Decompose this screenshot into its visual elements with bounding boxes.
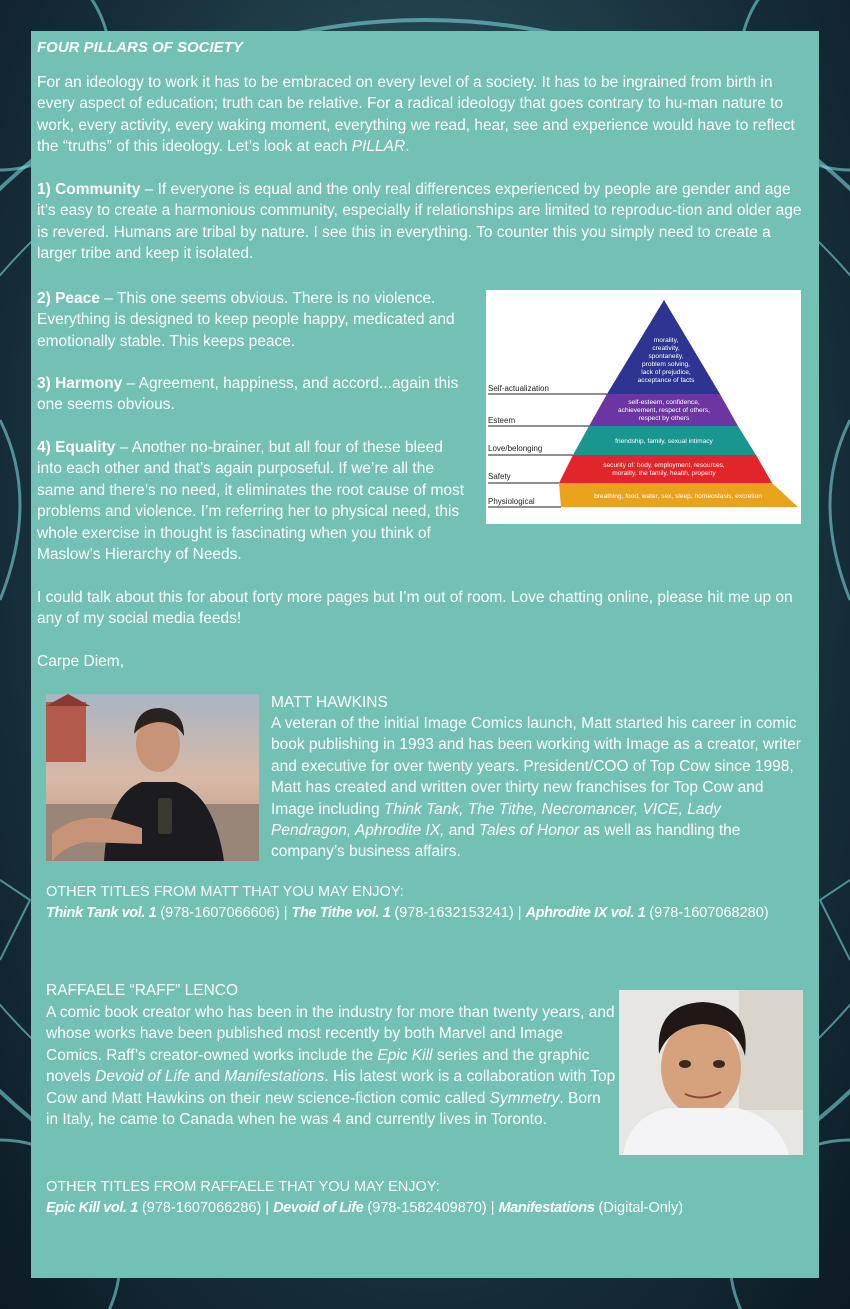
pyramid-label-safety: Safety (488, 472, 511, 481)
pyramid-text-sa-6: acceptance of facts (637, 377, 695, 384)
pyramid-text-sa-3: spontaneity, (648, 353, 684, 360)
matt-title-2: The Tithe vol. 1 (291, 905, 391, 921)
pillar-community: 1) Community – If everyone is equal and the only real differences experienced by people are gender and age it’s easy to create a harmonious community, especially if relationships are limited to reproduc-tion and older age is revered. Humans are tribal by nature. I see this in everything. To counter this you simply need to create a larger tribe and keep it isolated. (37, 181, 802, 263)
raff-name: RAFFAELE “RAFF” LENCO (46, 982, 239, 999)
pyramid-text-lb-1: friendship, family, sexual intimacy (615, 438, 713, 445)
pyramid-text-es-2: achievement, respect of others, (618, 407, 710, 414)
matt-name: MATT HAWKINS (271, 694, 388, 711)
pyramid-text-es-3: respect by others (638, 415, 690, 422)
closing-paragraph: I could talk about this for about forty more pages but I’m out of room. Love chatting online, please hit me up on any of my social media feeds! (37, 589, 793, 628)
pyramid-text-ph-1: breathing, food, water, sex, sleep, homeostasis, excretion (594, 493, 762, 500)
raff-title-1: Epic Kill vol. 1 (46, 1200, 138, 1216)
article-panel (31, 31, 819, 1278)
pyramid-label-self-actualization: Self-actualization (488, 384, 549, 393)
pillar-peace: 2) Peace – This one seems obvious. There is no violence. Everything is designed to keep people happy, medicated and emotionally stable. This keeps peace. (37, 290, 455, 350)
matt-title-3: Aphrodite IX vol. 1 (525, 905, 646, 921)
signoff: Carpe Diem, (37, 653, 124, 670)
raffaele-lenco-photo (619, 990, 803, 1155)
pyramid-text-es-1: self-esteem, confidence, (628, 399, 700, 406)
raff-title-3: Manifestations (498, 1200, 595, 1216)
pyramid-text-sa-2: creativity, (652, 345, 680, 352)
pyramid-text-sa-1: morality, (653, 337, 679, 344)
pyramid-text-sf-1: security of: body, employment, resources, (603, 462, 725, 469)
raff-other-titles-heading: OTHER TITLES FROM RAFFAELE THAT YOU MAY ENJOY: (46, 1179, 440, 1195)
pyramid-text-sf-2: morality, the family, health, property (612, 470, 716, 477)
raff-title-2: Devoid of Life (273, 1200, 364, 1216)
raff-titles-list: Epic Kill vol. 1 (978-1607066286) | Devoid of Life (978-1582409870) | Manifestations (Digital-Only) (46, 1200, 684, 1216)
matt-hawkins-photo (46, 694, 259, 861)
pillar-harmony: 3) Harmony – Agreement, happiness, and accord...again this one seems obvious. (37, 375, 459, 414)
matt-other-titles-heading: OTHER TITLES FROM MATT THAT YOU MAY ENJOY: (46, 884, 404, 900)
matt-title-1: Think Tank vol. 1 (46, 905, 157, 921)
maslow-pyramid-figure (486, 290, 801, 524)
pyramid-text-sa-5: lack of prejudice, (641, 369, 691, 376)
raff-bio: A comic book creator who has been in the industry for more than twenty years, and whose works have been published most recently by both Marvel and Image Comics. Raff’s creator-owned works include the Epic Kill series and the graphic novels Devoid of Life and Manifestations. His latest work is a collaboration with Top Cow and Matt Hawkins on their new science-fiction comic called Symmetry. Born in Italy, he came to Canada when he was 4 and currently lives in Toronto. (46, 1004, 616, 1129)
pyramid-label-physiological: Physiological (488, 497, 535, 506)
matt-titles-list: Think Tank vol. 1 (978-1607066606) | The Tithe vol. 1 (978-1632153241) | Aphrodite IX vol. 1 (978-1607068280) (46, 905, 769, 921)
matt-bio: A veteran of the initial Image Comics launch, Matt started his career in comic book publishing in 1993 and has been working with Image as a creator, writer and executive for over twenty years. President/COO of Top Cow since 1998, Matt has created and written over thirty new franchises for Top Cow and Image including Think Tank, The Tithe, Necromancer, VICE, Lady Pendragon, Aphrodite IX, and Tales of Honor as well as handling the company’s business affairs. (271, 715, 801, 861)
pyramid-text-sa-4: problem solving, (641, 361, 691, 368)
article-heading: FOUR PILLARS OF SOCIETY (37, 39, 243, 56)
intro-paragraph: For an ideology to work it has to be embraced on every level of a society. It has to be ingrained from birth in every aspect of education; truth can be relative. For a radical ideology that goes contrary to hu-man nature to work, every activity, every waking moment, everything we read, hear, see and experience would have to reflect the “truths” of this ideology. Let’s look at each PILLAR. (37, 74, 795, 156)
pyramid-label-esteem: Esteem (488, 416, 516, 425)
pillar-equality: 4) Equality – Another no-brainer, but all four of these bleed into each other and that’s again purposeful. If we’re all the same and there’s no need, it eliminates the root cause of most problems and violence. I’m referring her to physical need, this whole exercise in thought is fascinating when you think of Maslow’s Hierarchy of Needs. (37, 439, 465, 564)
pyramid-label-love: Love/belonging (488, 444, 543, 453)
pyramid-level-safety (559, 455, 772, 483)
